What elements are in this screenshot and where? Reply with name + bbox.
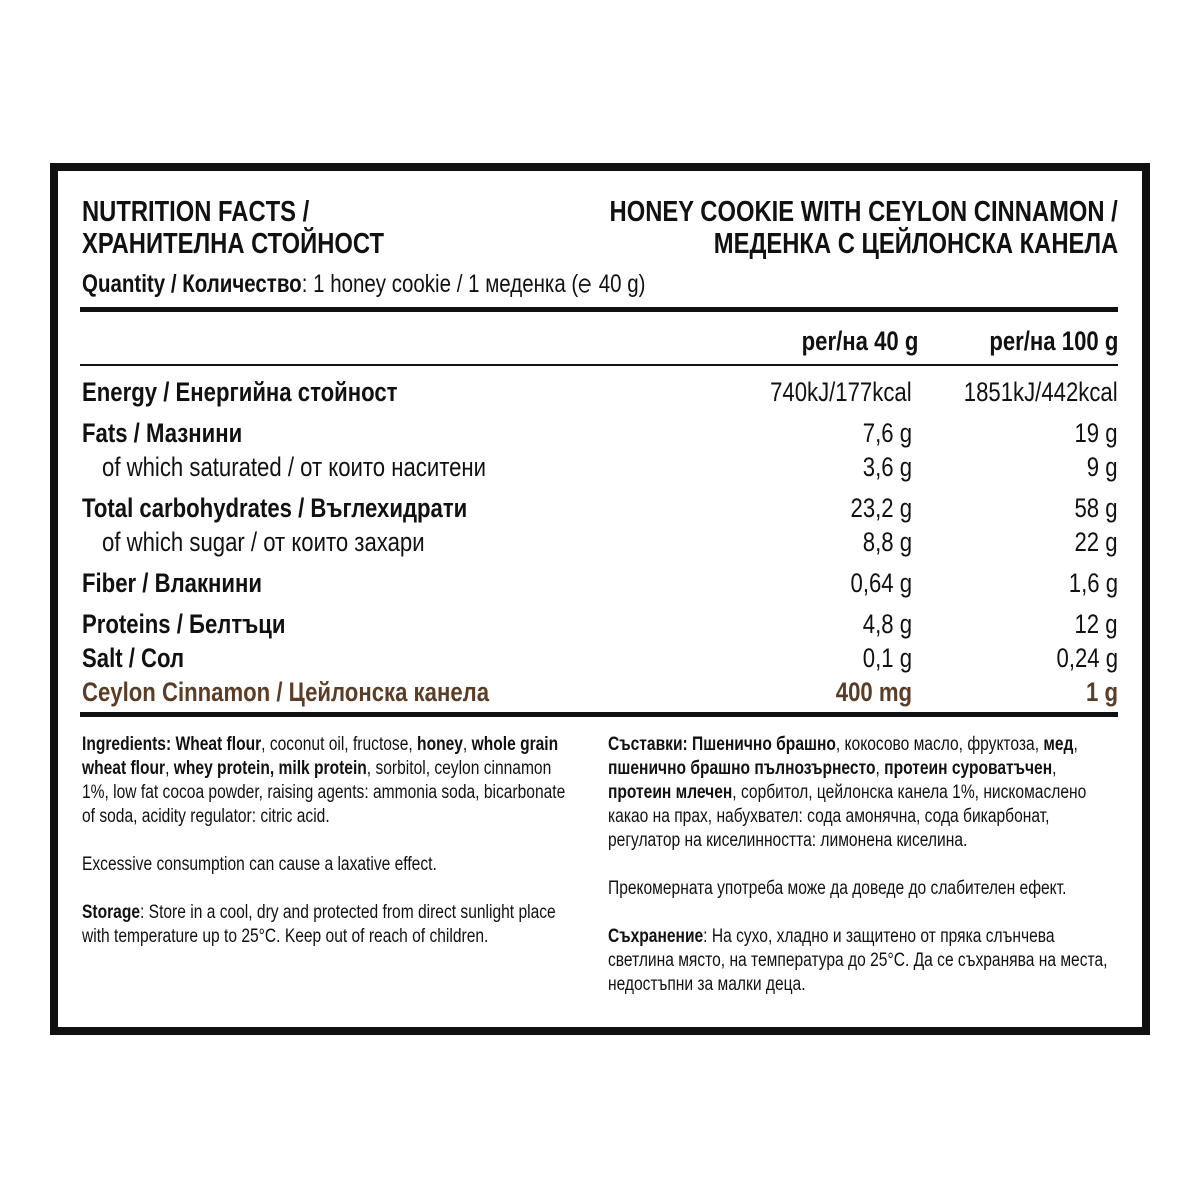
- title-right: [498, 196, 1118, 260]
- row-saturated-per40: 3,6 g: [862, 452, 912, 482]
- row-proteins-per40: 4,8 g: [862, 609, 912, 639]
- row-fiber-per100: 1,6 g: [1068, 568, 1118, 598]
- storage-en: Storage: Store in a cool, dry and protected from direct sunlight place with temperature up to 25°C. Keep out of reach of children.: [82, 902, 556, 947]
- warning-bg: Прекомерната употреба може да доведе до слабителен ефект.: [608, 878, 1067, 899]
- quantity-label: Quantity / Количество: [82, 270, 302, 298]
- row-fiber-per40: 0,64 g: [850, 568, 912, 598]
- row-salt-per100: 0,24 g: [1056, 643, 1118, 673]
- row-energy-per100: 1851kJ/442kcal: [964, 377, 1118, 407]
- row-fats-label: Fats / Мазнини: [82, 418, 243, 448]
- row-fiber-label: Fiber / Влакнини: [82, 568, 263, 598]
- quantity-line: [82, 270, 769, 298]
- row-salt-per40: 0,1 g: [862, 643, 912, 673]
- ingredients-en-text: Ingredients: Wheat flour, coconut oil, fructose, honey, whole grain wheat flour, whey protein, milk protein, sorbitol, ceylon cinnamon 1%, low fat cocoa powder, raising agents: ammonia soda, bicarbonate of soda, acidity regulator: citric acid.: [82, 734, 566, 827]
- row-energy-label: Energy / Енергийна стойност: [82, 377, 398, 407]
- row-sugar-label: of which sugar / от които захари: [102, 527, 425, 557]
- title-right-line2: МЕДЕНКА С ЦЕЙЛОНСКА КАНЕЛА: [713, 228, 1118, 260]
- quantity-text: : 1 honey cookie / 1 меденка (: [301, 270, 579, 298]
- ingredients-bg-text: Съставки: Пшенично брашно, кокосово масло, фруктоза, мед, пшенично брашно пълнозърнесто, протеин суроватъчен, протеин млечен, сорбитол, цейлонска канела 1%, нискомаслено какао на прах, набухвател: сода амонячна, сода бикарбонат, регулатор на киселинността: лимонена киселина.: [608, 734, 1087, 851]
- row-proteins-per100: 12 g: [1074, 609, 1118, 639]
- table-bottom-divider: [80, 712, 1118, 717]
- title-left: [82, 196, 450, 260]
- storage-bg: Съхранение: На сухо, хладно и защитено от пряка слънчева светлина място, на температура до 25°C. Да се съхранява на места, недостъпни за малки деца.: [608, 926, 1108, 995]
- column-header-per40: per/на 40 g: [801, 326, 918, 356]
- row-carbs-per100: 58 g: [1074, 493, 1118, 523]
- row-cinnamon-per40: 400 mg: [835, 677, 912, 707]
- row-saturated-per100: 9 g: [1087, 452, 1118, 482]
- row-carbs-label: Total carbohydrates / Въглехидрати: [82, 493, 468, 523]
- title-left-line2: ХРАНИТЕЛНА СТОЙНОСТ: [82, 228, 384, 260]
- row-carbs-per40: 23,2 g: [850, 493, 912, 523]
- row-sugar-per40: 8,8 g: [862, 527, 912, 557]
- header-divider: [80, 307, 1118, 312]
- title-right-line1: HONEY COOKIE WITH CEYLON CINNAMON /: [609, 196, 1118, 228]
- row-proteins-label: Proteins / Белтъци: [82, 609, 286, 639]
- row-cinnamon-label: Ceylon Cinnamon / Цейлонска канела: [82, 677, 490, 707]
- row-salt-label: Salt / Сол: [82, 643, 185, 673]
- row-cinnamon-per100: 1 g: [1086, 677, 1118, 707]
- ingredients-bg: [608, 733, 1200, 1021]
- row-fats-per40: 7,6 g: [862, 418, 912, 448]
- row-sugar-per100: 22 g: [1074, 527, 1118, 557]
- column-header-per100: per/на 100 g: [988, 326, 1118, 356]
- ingredients-en: [82, 733, 672, 973]
- row-fats-per100: 19 g: [1074, 418, 1118, 448]
- warning-en: Excessive consumption can cause a laxative effect.: [82, 854, 437, 875]
- quantity-weight: 40 g): [593, 270, 646, 298]
- column-divider: [80, 364, 1118, 366]
- row-energy-per40: 740kJ/177kcal: [770, 377, 912, 407]
- title-left-line1: NUTRITION FACTS /: [82, 196, 310, 228]
- e-mark-icon: [578, 276, 593, 294]
- row-saturated-label: of which saturated / от които наситени: [102, 452, 487, 482]
